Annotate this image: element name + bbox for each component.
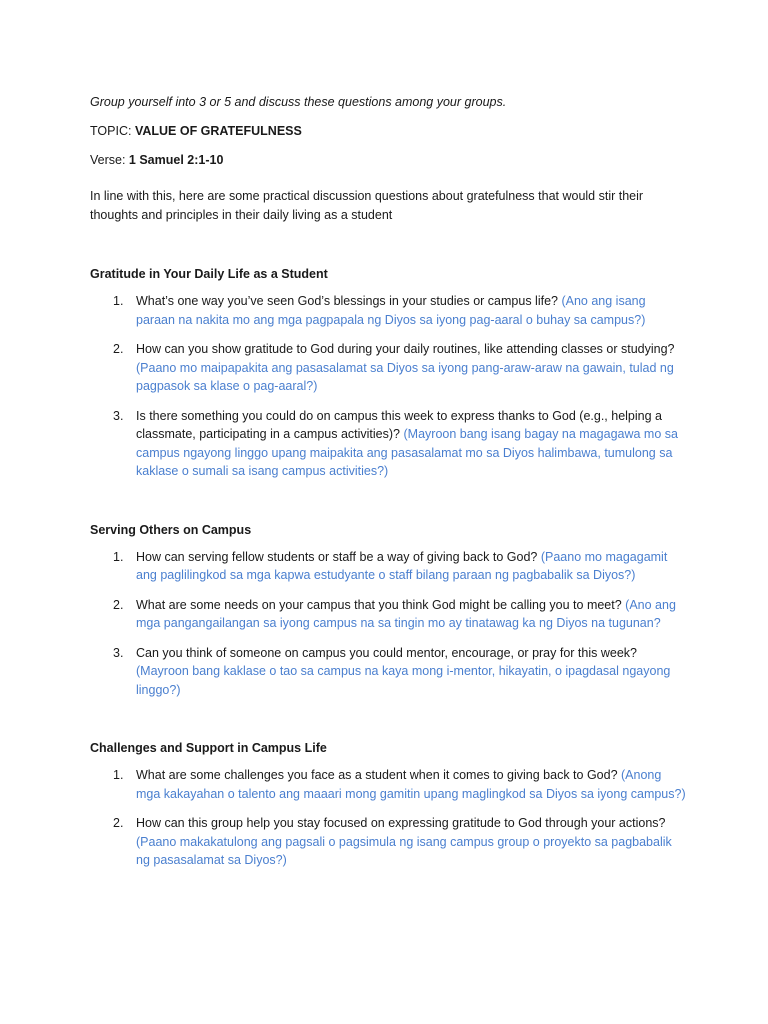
question-tagalog: (Paano mo magagamit ang paglilingkod sa mga kapwa estudyante o staff bilang paraan ng pagbabalik sa Diyos?) — [136, 549, 668, 582]
verse-label: Verse: — [90, 153, 126, 167]
document-page — [90, 93, 690, 881]
question-item — [90, 548, 686, 585]
question-english: What are some challenges you face as a student when it comes to giving back to God? — [136, 768, 618, 782]
question-item — [90, 596, 686, 633]
question-tagalog: (Anong mga kakayahan o talento ang maaari mong gamitin upang maglingkod sa Diyos sa iyong campus?) — [136, 768, 686, 801]
question-english: What’s one way you’ve seen God’s blessings in your studies or campus life? — [136, 294, 558, 308]
question-number: 3. — [113, 408, 124, 423]
question-tagalog: (Ano ang isang paraan na nakita mo ang mga pagpapala ng Diyos sa iyong pag-aaral o buhay sa campus?) — [136, 294, 646, 327]
verse-value: 1 Samuel 2:1-10 — [128, 153, 224, 167]
question-number: 3. — [113, 645, 124, 660]
question-number: 2. — [113, 816, 124, 830]
question-item — [90, 407, 686, 481]
question-english: How can you show gratitude to God during your daily routines, like attending classes or studying? — [136, 342, 675, 356]
question-list — [90, 548, 690, 700]
question-number: 1. — [113, 768, 124, 782]
question-english: How can serving fellow students or staff be a way of giving back to God? — [136, 549, 538, 564]
section-heading: Gratitude in Your Daily Life as a Student — [90, 267, 328, 281]
question-number: 2. — [113, 597, 124, 612]
question-item — [90, 644, 686, 700]
lead-paragraph: In line with this, here are some practical discussion questions about gratefulness that would stir their thoughts and principles in their daily living as a student — [90, 189, 644, 222]
question-tagalog: (Mayroon bang kaklase o tao sa campus na kaya mong i-mentor, hikayatin, o ipagdasal ngayong linggo?) — [136, 664, 671, 697]
question-tagalog: (Ano ang mga pangangailangan sa iyong campus na sa tingin mo ay tinatawag ka ng Diyos na tugunan? — [136, 597, 676, 630]
topic-label: TOPIC: — [90, 124, 132, 138]
question-english: Can you think of someone on campus you could mentor, encourage, or pray for this week? — [136, 645, 637, 660]
question-english: Is there something you could do on campus this week to express thanks to God (e.g., helping a classmate, participating in a campus activities)? — [136, 408, 662, 441]
section-challenges — [90, 739, 690, 870]
section-heading: Challenges and Support in Campus Life — [90, 741, 327, 755]
question-english: What are some needs on your campus that you think God might be calling you to meet? — [136, 597, 622, 612]
question-english: How can this group help you stay focused on expressing gratitude to God through your actions? — [136, 816, 666, 830]
section-serving — [90, 521, 690, 700]
question-tagalog: (Paano makakatulong ang pagsali o pagsimula ng isang campus group o proyekto sa pagbabalik ng pasasalamat sa Diyos?) — [136, 834, 672, 867]
question-item — [90, 340, 686, 396]
question-item — [90, 292, 686, 329]
question-number: 2. — [113, 342, 124, 356]
question-list — [90, 292, 690, 481]
topic-value: VALUE OF GRATEFULNESS — [134, 124, 302, 138]
question-number: 1. — [113, 294, 124, 308]
verse-line — [90, 151, 690, 169]
question-number: 1. — [113, 549, 124, 564]
topic-line — [90, 122, 690, 140]
question-tagalog: (Paano mo maipapakita ang pasasalamat sa Diyos sa iyong pang-araw-araw na gawain, tulad ng pagpasok sa klase o pag-aaral?) — [136, 360, 674, 393]
section-gratitude — [90, 265, 690, 481]
question-item — [90, 814, 686, 870]
question-list — [90, 766, 690, 870]
question-item — [90, 766, 686, 803]
section-heading: Serving Others on Campus — [90, 522, 252, 537]
question-tagalog: (Mayroon bang isang bagay na magagawa mo sa campus ngayong linggo upang maipakita ang pasasalamat mo sa Diyos halimbawa, tumulong sa kaklase o sumali sa isang campus activities?) — [136, 427, 678, 478]
intro-instruction: Group yourself into 3 or 5 and discuss these questions among your groups. — [90, 95, 507, 109]
